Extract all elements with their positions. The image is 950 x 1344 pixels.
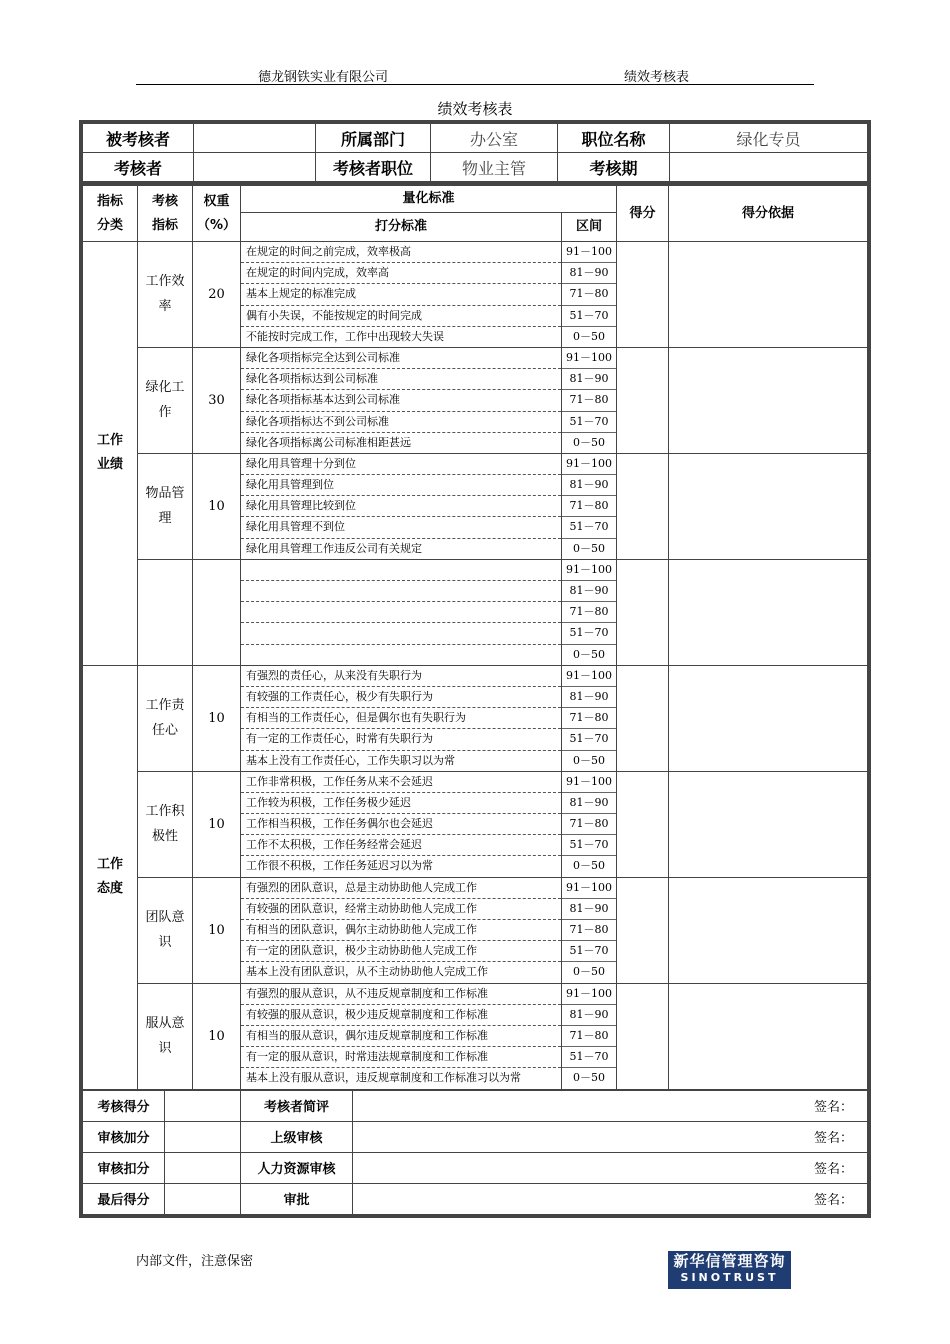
criteria-list [241,347,562,453]
criteria-line [241,560,561,581]
score-field[interactable] [617,242,669,348]
range-value: 0－50 [573,1071,605,1085]
summary-value-field[interactable] [165,1090,241,1121]
criteria-line: 有较强的工作责任心，极少有失职行为 [241,687,561,708]
criteria-line: 绿化用具管理十分到位 [241,454,561,475]
score-field[interactable] [617,347,669,453]
logo-cn: 新华信管理咨询 [673,1252,786,1270]
score-field[interactable] [617,771,669,877]
weight-value: 10 [193,771,241,877]
indicator-row [83,665,868,771]
range-value: 81－90 [562,263,616,284]
basis-field[interactable] [669,771,868,877]
range-value: 81－90 [562,581,616,602]
range-value: 71－80 [562,602,616,623]
criteria-line: 绿化各项指标达到公司标准 [241,369,561,390]
summary-label: 最后得分 [83,1183,165,1214]
weight-value: 10 [193,453,241,559]
criteria-line: 偶有小失误，不能按规定的时间完成 [241,306,561,327]
indicator-name: 工作效率 [138,242,193,348]
basis-field[interactable] [669,665,868,771]
info-table [82,123,868,182]
criteria-line: 工作很不积极，工作任务延迟习以为常 [246,859,433,873]
examiner-position-field[interactable]: 物业主管 [431,153,558,182]
criteria-list [241,771,562,877]
basis-field[interactable] [669,983,868,1089]
score-field[interactable] [617,665,669,771]
range-list [562,347,617,453]
position-field[interactable]: 绿化专员 [670,124,868,153]
basis-field[interactable] [669,242,868,348]
weight-value: 10 [193,983,241,1089]
document-title: 绩效考核表 [437,100,513,118]
indicator-name: 团队意识 [138,877,193,983]
range-value: 71－80 [562,390,616,411]
range-value: 81－90 [562,899,616,920]
summary-row [83,1152,868,1183]
summary-label: 审核扣分 [83,1152,165,1183]
range-value: 91－100 [562,348,616,369]
range-value: 0－50 [573,965,605,979]
weight-value: 10 [193,665,241,771]
confidential-note: 内部文件，注意保密 [136,1254,254,1269]
col-criteria: 打分标准 [241,213,562,242]
dept-label: 所属部门 [316,124,431,153]
examiner-field[interactable] [194,153,316,182]
range-value: 71－80 [562,496,616,517]
review-label: 上级审核 [241,1121,353,1152]
score-field[interactable] [617,877,669,983]
indicator-row [83,771,868,877]
examiner-position-label: 考核者职位 [316,153,431,182]
basis-field[interactable] [669,559,868,665]
range-list [562,877,617,983]
range-list [562,242,617,348]
category-cell: 工作态度 [83,665,138,1089]
criteria-line: 绿化各项指标基本达到公司标准 [241,390,561,411]
range-value: 0－50 [573,753,605,767]
criteria-list [241,242,562,348]
summary-row [83,1121,868,1152]
criteria-line [241,581,561,602]
criteria-line: 基本上没有团队意识，从不主动协助他人完成工作 [246,965,488,979]
indicator-name: 工作责任心 [138,665,193,771]
indicator-row [83,983,868,1089]
range-value: 0－50 [573,329,605,343]
criteria-line: 绿化各项指标离公司标准相距甚远 [246,435,411,449]
range-value: 81－90 [562,687,616,708]
range-value: 71－80 [562,708,616,729]
criteria-line: 绿化各项指标完全达到公司标准 [241,348,561,369]
indicator-name: 物品管理 [138,453,193,559]
range-value: 81－90 [562,793,616,814]
criteria-line [241,645,561,665]
col-quant: 量化标准 [241,186,617,213]
criteria-line: 有较强的服从意识，极少违反规章制度和工作标准 [241,1005,561,1026]
range-value: 91－100 [562,984,616,1005]
weight-value [193,559,241,665]
criteria-line: 工作较为积极，工作任务极少延迟 [241,793,561,814]
criteria-line: 有相当的团队意识，偶尔主动协助他人完成工作 [241,920,561,941]
criteria-line [241,623,561,644]
criteria-line: 绿化用具管理不到位 [241,517,561,538]
indicator-name [138,559,193,665]
summary-value-field[interactable] [165,1152,241,1183]
indicator-name: 绿化工作 [138,347,193,453]
criteria-line: 工作不太积极，工作任务经常会延迟 [241,835,561,856]
examinee-label: 被考核者 [83,124,194,153]
signature-field[interactable] [353,1121,868,1152]
range-value: 71－80 [562,284,616,305]
indicator-row [83,347,868,453]
range-value: 0－50 [573,541,605,555]
criteria-line: 绿化用具管理工作违反公司有关规定 [246,541,422,555]
range-value: 51－70 [562,941,616,962]
criteria-list [241,665,562,771]
range-value: 81－90 [562,475,616,496]
page-header [136,64,814,85]
col-range: 区间 [562,213,617,242]
range-value: 0－50 [573,647,605,661]
range-value: 81－90 [562,1005,616,1026]
col-indicator: 考核指标 [138,186,193,242]
criteria-list [241,453,562,559]
criteria-line: 有强烈的服从意识，从不违反规章制度和工作标准 [241,984,561,1005]
signature-field[interactable] [353,1090,868,1121]
evaluation-form [79,120,871,1218]
col-weight: 权重（%） [193,186,241,242]
basis-field[interactable] [669,453,868,559]
review-label: 人力资源审核 [241,1152,353,1183]
range-value: 91－100 [562,560,616,581]
range-list [562,559,617,665]
review-label: 考核者简评 [241,1090,353,1121]
position-label: 职位名称 [558,124,670,153]
criteria-line: 工作相当积极，工作任务偶尔也会延迟 [241,814,561,835]
summary-label: 考核得分 [83,1090,165,1121]
criteria-line: 有相当的服从意识，偶尔违反规章制度和工作标准 [241,1026,561,1047]
range-value: 71－80 [562,814,616,835]
criteria-line [241,602,561,623]
range-value: 91－100 [562,242,616,263]
sinotrust-logo [668,1251,791,1289]
summary-value-field[interactable] [165,1121,241,1152]
criteria-line: 基本上没有服从意识，违反规章制度和工作标准习以为常 [246,1071,521,1085]
score-field[interactable] [617,559,669,665]
criteria-line: 不能按时完成工作，工作中出现较大失误 [246,329,444,343]
criteria-line: 有一定的团队意识，极少主动协助他人完成工作 [241,941,561,962]
criteria-line: 基本上规定的标准完成 [241,284,561,305]
range-list [562,771,617,877]
criteria-list [241,559,562,665]
range-value: 0－50 [573,435,605,449]
criteria-line: 有一定的工作责任心，时常有失职行为 [241,729,561,750]
range-value: 91－100 [562,878,616,899]
summary-value-field[interactable] [165,1183,241,1214]
range-value: 51－70 [562,412,616,433]
score-field[interactable] [617,983,669,1089]
criteria-line: 在规定的时间之前完成，效率极高 [241,242,561,263]
header-doc-name: 绩效考核表 [624,70,690,85]
criteria-line: 基本上没有工作责任心，工作失职习以为常 [246,753,455,767]
summary-label: 审核加分 [83,1121,165,1152]
range-value: 71－80 [562,920,616,941]
range-value: 91－100 [562,666,616,687]
basis-field[interactable] [669,877,868,983]
period-field[interactable] [670,153,868,182]
dept-field[interactable]: 办公室 [431,124,558,153]
range-value: 71－80 [562,1026,616,1047]
range-value: 91－100 [562,772,616,793]
examinee-field[interactable] [194,124,316,153]
signature-label: 签名： [813,1131,853,1146]
criteria-line: 有强烈的责任心，从来没有失职行为 [241,666,561,687]
range-list [562,453,617,559]
criteria-line: 有强烈的团队意识，总是主动协助他人完成工作 [241,878,561,899]
range-value: 51－70 [562,1047,616,1068]
company-name: 德龙钢铁实业有限公司 [258,70,389,85]
range-value: 0－50 [573,859,605,873]
score-field[interactable] [617,453,669,559]
weight-value: 20 [193,242,241,348]
indicator-row [83,242,868,348]
criteria-line: 有一定的服从意识，时常违法规章制度和工作标准 [241,1047,561,1068]
review-label: 审批 [241,1183,353,1214]
summary-row [83,1090,868,1121]
range-list [562,983,617,1089]
signature-field[interactable] [353,1183,868,1214]
summary-table [82,1090,868,1215]
col-category: 指标分类 [83,186,138,242]
range-value: 51－70 [562,306,616,327]
criteria-line: 绿化用具管理比较到位 [241,496,561,517]
criteria-line: 绿化用具管理到位 [241,475,561,496]
range-value: 81－90 [562,369,616,390]
criteria-line: 有较强的团队意识，经常主动协助他人完成工作 [241,899,561,920]
signature-label: 签名： [813,1193,853,1208]
indicator-row [83,559,868,665]
criteria-list [241,983,562,1089]
criteria-line: 有相当的工作责任心，但是偶尔也有失职行为 [241,708,561,729]
indicator-name: 服从意识 [138,983,193,1089]
examiner-label: 考核者 [83,153,194,182]
weight-value: 10 [193,877,241,983]
range-value: 51－70 [562,729,616,750]
range-value: 91－100 [562,454,616,475]
basis-field[interactable] [669,347,868,453]
indicator-name: 工作积极性 [138,771,193,877]
signature-field[interactable] [353,1152,868,1183]
signature-label: 签名： [813,1100,853,1115]
indicator-row [83,877,868,983]
col-basis: 得分依据 [669,186,868,242]
summary-row [83,1183,868,1214]
category-cell: 工作业绩 [83,242,138,666]
criteria-table [82,185,868,1090]
period-label: 考核期 [558,153,670,182]
criteria-line: 工作非常积极，工作任务从来不会延迟 [241,772,561,793]
logo-en: SINOTRUST [680,1271,779,1284]
criteria-line: 在规定的时间内完成，效率高 [241,263,561,284]
range-value: 51－70 [562,835,616,856]
criteria-list [241,877,562,983]
signature-label: 签名： [813,1162,853,1177]
range-list [562,665,617,771]
criteria-line: 绿化各项指标达不到公司标准 [241,412,561,433]
range-value: 51－70 [562,623,616,644]
weight-value: 30 [193,347,241,453]
range-value: 51－70 [562,517,616,538]
col-score: 得分 [617,186,669,242]
indicator-row [83,453,868,559]
